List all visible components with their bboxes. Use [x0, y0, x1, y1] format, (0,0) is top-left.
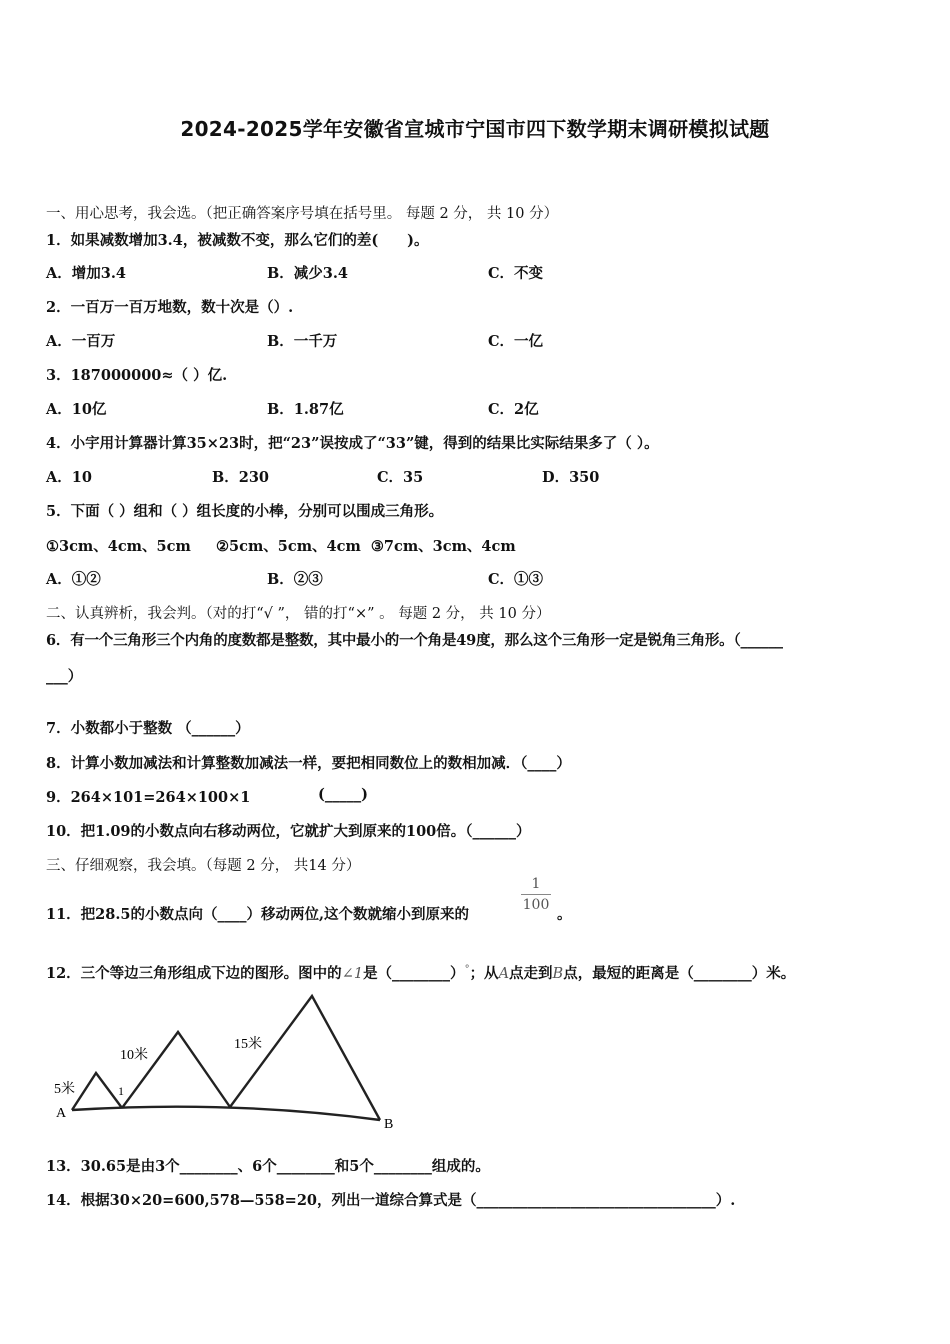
q2-option-b: B．一千万 — [267, 333, 338, 350]
q4-option-a: A．10 — [46, 469, 92, 486]
q9-blank: (_____) — [318, 786, 368, 803]
question-13: 13．30.65是由3个________、6个________和5个________组成的。 — [46, 1158, 490, 1175]
q12-degree: ° — [464, 964, 470, 976]
q3-option-b: B．1.87亿 — [267, 401, 344, 418]
q1-option-c: C．不变 — [488, 265, 544, 282]
base-line — [72, 1107, 380, 1120]
q11-fraction-numerator: 1 — [521, 876, 551, 895]
q12-angle: ∠1 — [341, 966, 364, 982]
q1-option-a: A．增加3.4 — [46, 265, 126, 282]
q5-option-a: A．①② — [46, 571, 101, 588]
question-2: 2．一百万一百万地数，数十次是（）. — [46, 299, 294, 316]
label-10m: 10米 — [120, 1048, 148, 1063]
section-1-heading: 一、用心思考，我会选。（把正确答案序号填在括号里。 每题 2 分， 共 10 分） — [46, 206, 559, 222]
q3-option-c: C．2亿 — [488, 401, 539, 418]
point-b-label: B — [384, 1117, 394, 1132]
q5-stick-groups: ①3cm、4cm、5cm ②5cm、5cm、4cm ③7cm、3cm、4cm — [46, 538, 516, 555]
question-8: 8．计算小数加减法和计算整数加减法一样，要把相同数位上的数相加减．（____） — [46, 755, 571, 772]
question-11 — [46, 903, 469, 924]
medium-triangle — [122, 1032, 230, 1108]
q3-option-a: A．10亿 — [46, 401, 107, 418]
triangles-figure — [50, 990, 410, 1140]
question-1: 1．如果减数增加3.4，被减数不变，那么它们的差( )。 — [46, 232, 429, 249]
question-4: 4．小宇用计算器计算35×23时，把“23”误按成了“33”键，得到的结果比实际结果多了（ ）。 — [46, 435, 659, 452]
label-5m: 5米 — [54, 1082, 75, 1097]
large-triangle — [230, 996, 380, 1120]
q12-part-b: 是（________） — [363, 965, 465, 982]
angle-1-label: 1 — [118, 1084, 124, 1098]
question-9: 9．264×101=264×100×1 — [46, 789, 251, 806]
q2-option-a: A．一百万 — [46, 333, 116, 350]
page-title: 2024-2025学年安徽省宣城市宁国市四下数学期末调研模拟试题 — [180, 117, 770, 141]
q11-end: 。 — [557, 906, 572, 923]
point-a-label: A — [56, 1106, 67, 1121]
q12-part-c: ；从 — [469, 965, 499, 982]
q12-point-a: A — [498, 966, 510, 982]
question-5: 5．下面（ ）组和（ ）组长度的小棒，分别可以围成三角形。 — [46, 503, 444, 520]
q11-fraction-denominator: 100 — [522, 897, 550, 913]
section-3-heading: 三、仔细观察，我会填。（每题 2 分， 共14 分） — [46, 858, 361, 874]
q2-option-c: C．一亿 — [488, 333, 544, 350]
q1-option-b: B．减少3.4 — [267, 265, 348, 282]
q12-point-b: B — [552, 966, 564, 982]
q12-part-d: 点走到 — [509, 965, 553, 982]
q11-fraction — [521, 876, 551, 913]
question-3: 3．187000000≈（ ）亿. — [46, 367, 228, 384]
question-10: 10．把1.09的小数点向右移动两位，它就扩大到原来的100倍。（______） — [46, 823, 531, 840]
question-6: 6．有一个三角形三个内角的度数都是整数，其中最小的一个角是49度，那么这个三角形一定是锐角三角形。（______ — [46, 632, 783, 649]
label-15m: 15米 — [234, 1037, 262, 1052]
question-12 — [46, 962, 795, 983]
question-7: 7．小数都小于整数 （______） — [46, 720, 250, 737]
q4-option-c: C．35 — [377, 469, 424, 486]
section-2-heading: 二、认真辨析，我会判。（对的打“√ ”， 错的打“×” 。 每题 2 分， 共 10 分） — [46, 606, 551, 622]
q11-text: 11．把28.5的小数点向（____）移动两位,这个数就缩小到原来的 — [46, 906, 470, 923]
q12-part-e: 点，最短的距离是（________）米。 — [563, 965, 796, 982]
q5-option-b: B．②③ — [267, 571, 323, 588]
question-6-continued: ___） — [46, 668, 83, 685]
question-14: 14．根据30×20=600,578—558=20，列出一道综合算式是（_________________________________）. — [46, 1192, 736, 1209]
q4-option-d: D．350 — [542, 469, 600, 486]
q4-option-b: B．230 — [212, 469, 270, 486]
small-triangle — [72, 1073, 122, 1110]
q12-part-a: 12．三个等边三角形组成下边的图形。图中的 — [46, 965, 342, 982]
q5-option-c: C．①③ — [488, 571, 544, 588]
